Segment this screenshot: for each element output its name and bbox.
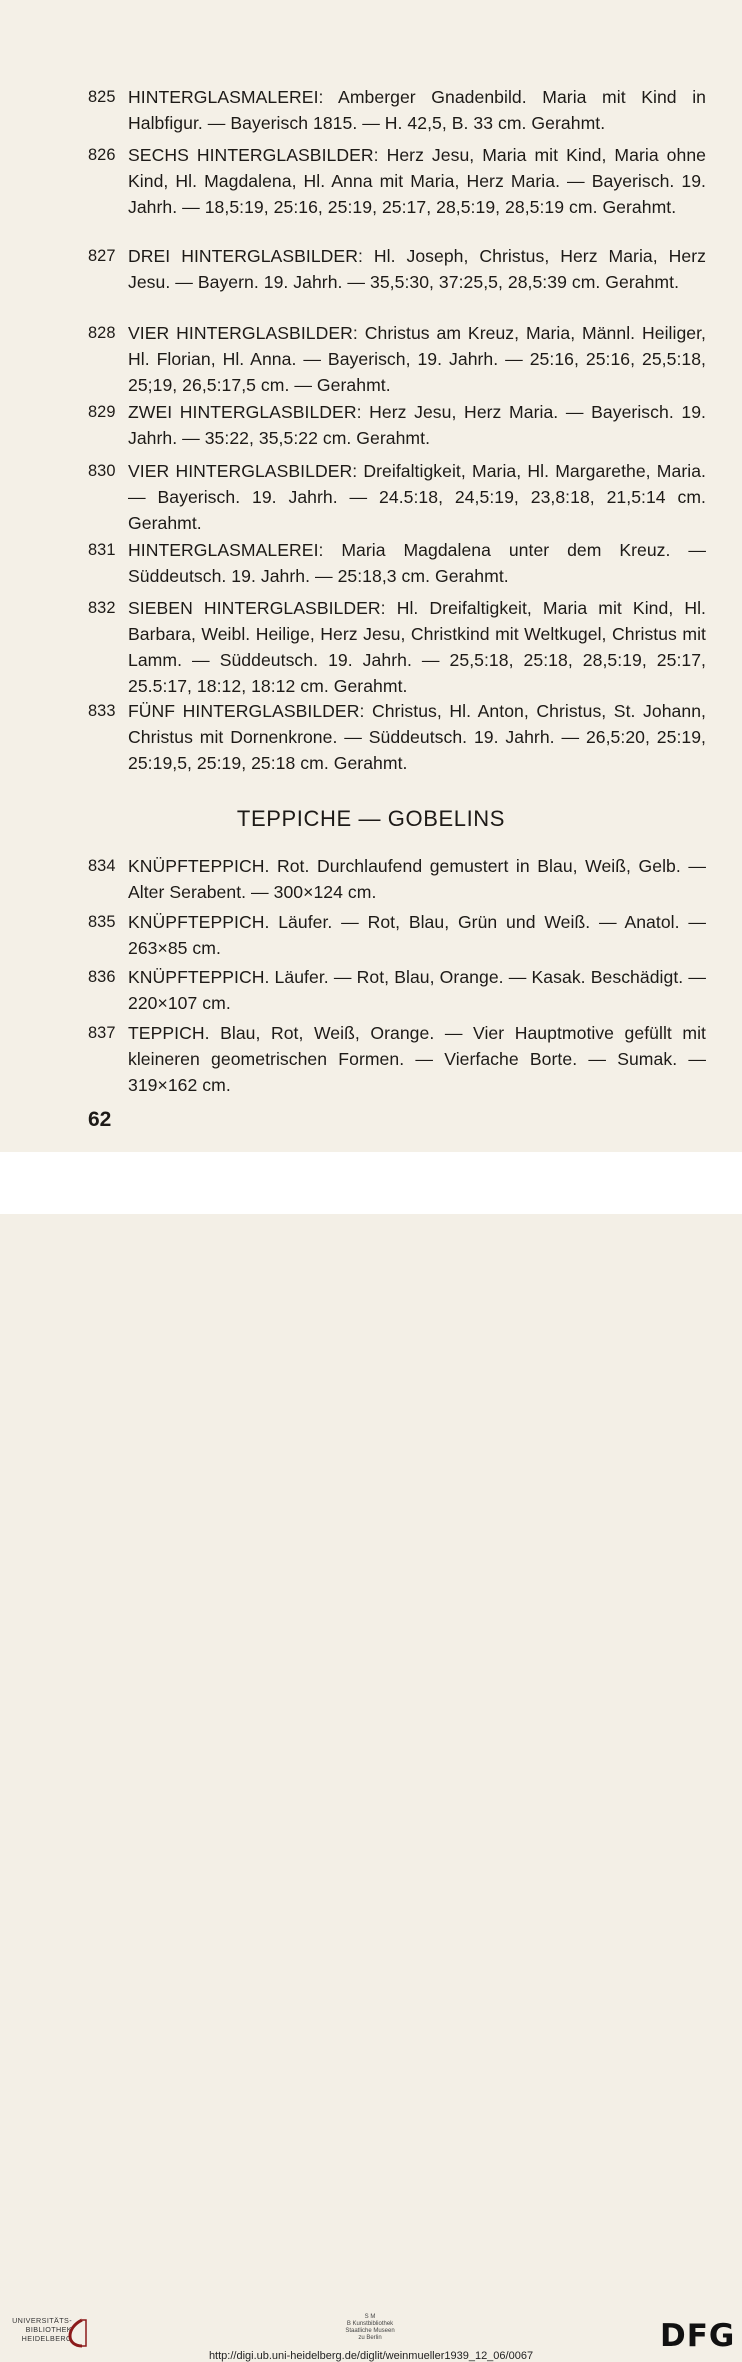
entry-text: SECHS HINTERGLASBILDER: Herz Jesu, Maria mit Kind, Maria ohne Kind, Hl. Magdalena, Hl. Anna mit Maria, Herz Maria. — Bayerisch. 19. Jahrh. — 18,5:19, 25:16, 25:19, 25:17, 28,5:19, 28,5:19 cm. Gerahmt. <box>128 145 706 217</box>
catalog-entry-826 <box>88 142 706 220</box>
university-library-label <box>10 2316 72 2343</box>
entry-number: 831 <box>88 541 116 559</box>
catalog-entry-825 <box>88 84 706 136</box>
source-url-link[interactable]: http://digi.ub.uni-heidelberg.de/diglit/weinmueller1939_12_06/0067 <box>208 2350 534 2362</box>
library-line-4: zu Berlin <box>358 2335 382 2341</box>
library-line-1: S M <box>364 2314 376 2320</box>
catalog-entry-833 <box>88 698 706 776</box>
digitization-footer <box>0 1152 742 2362</box>
entry-number: 832 <box>88 599 116 617</box>
dfg-logo: DFG <box>660 2318 736 2354</box>
university-logo-icon <box>66 2318 88 2348</box>
catalog-entry-827 <box>88 243 706 295</box>
entry-number: 837 <box>88 1024 116 1042</box>
catalog-entry-829 <box>88 399 706 451</box>
catalog-entry-837 <box>88 1020 706 1098</box>
catalog-entry-828 <box>88 320 706 398</box>
entry-number: 834 <box>88 857 116 875</box>
entry-text: KNÜPFTEPPICH. Rot. Durchlaufend gemustert in Blau, Weiß, Gelb. — Alter Serabent. — 300×124 cm. <box>128 856 706 902</box>
section-title: TEPPICHE — GOBELINS <box>236 806 506 831</box>
university-line-1: UNIVERSITÄTS- <box>12 2316 72 2325</box>
entry-text: HINTERGLASMALEREI: Amberger Gnadenbild. Maria mit Kind in Halbfigur. — Bayerisch 1815. — H. 42,5, B. 33 cm. Gerahmt. <box>128 87 706 133</box>
entry-number: 826 <box>88 146 116 164</box>
entry-text: ZWEI HINTERGLASBILDER: Herz Jesu, Herz Maria. — Bayerisch. 19. Jahrh. — 35:22, 35,5:22 cm. Gerahmt. <box>128 402 706 448</box>
catalog-entry-830 <box>88 458 706 536</box>
library-line-2: B Kunstbibliothek <box>346 2321 394 2327</box>
catalog-entry-834 <box>88 853 706 905</box>
entry-text: TEPPICH. Blau, Rot, Weiß, Orange. — Vier Hauptmotive gefüllt mit kleineren geometrischen Formen. — Vierfache Borte. — Sumak. — 319×162 cm. <box>128 1023 706 1095</box>
catalog-entry-832 <box>88 595 706 699</box>
kunstbibliothek-label <box>320 2314 420 2342</box>
entry-text: DREI HINTERGLASBILDER: Hl. Joseph, Christus, Herz Maria, Herz Jesu. — Bayern. 19. Jahrh. — 35,5:30, 37:25,5, 28,5:39 cm. Gerahmt. <box>128 246 706 292</box>
page-number: 62 <box>88 1108 112 1131</box>
entry-number: 825 <box>88 88 116 106</box>
entry-text: KNÜPFTEPPICH. Läufer. — Rot, Blau, Grün und Weiß. — Anatol. — 263×85 cm. <box>128 912 706 958</box>
library-line-3: Staatliche Museen <box>345 2328 395 2334</box>
entry-text: SIEBEN HINTERGLASBILDER: Hl. Dreifaltigkeit, Maria mit Kind, Hl. Barbara, Weibl. Heilige, Herz Jesu, Christkind mit Weltkugel, Christus mit Lamm. — Süddeutsch. 19. Jahrh. — 25,5:18, 25:18, 28,5:19, 25:17, 25.5:17, 18:12, 18:12 cm. Gerahmt. <box>128 598 706 696</box>
university-line-2: BIBLIOTHEK <box>25 2325 72 2334</box>
entry-number: 829 <box>88 403 116 421</box>
university-line-3: HEIDELBERG <box>21 2334 72 2343</box>
entry-text: KNÜPFTEPPICH. Läufer. — Rot, Blau, Orange. — Kasak. Beschädigt. — 220×107 cm. <box>128 967 706 1013</box>
catalog-entry-835 <box>88 909 706 961</box>
entry-text: VIER HINTERGLASBILDER: Christus am Kreuz, Maria, Männl. Heiliger, Hl. Florian, Hl. Anna. — Bayerisch, 19. Jahrh. — 25:16, 25:16, 25,5:18, 25;19, 26,5:17,5 cm. — Gerahmt. <box>128 323 706 395</box>
catalog-entry-836 <box>88 964 706 1016</box>
entry-text: HINTERGLASMALEREI: Maria Magdalena unter dem Kreuz. — Süddeutsch. 19. Jahrh. — 25:18,3 cm. Gerahmt. <box>128 540 706 586</box>
entry-number: 835 <box>88 913 116 931</box>
entry-text: FÜNF HINTERGLASBILDER: Christus, Hl. Anton, Christus, St. Johann, Christus mit Dornenkrone. — Süddeutsch. 19. Jahrh. — 26,5:20, 25:19, 25:19,5, 25:19, 25:18 cm. Gerahmt. <box>128 701 706 773</box>
entry-number: 830 <box>88 462 116 480</box>
entry-number: 827 <box>88 247 116 265</box>
catalog-page <box>0 0 742 1152</box>
entry-text: VIER HINTERGLASBILDER: Dreifaltigkeit, Maria, Hl. Margarethe, Maria. — Bayerisch. 19. Jahrh. — 24.5:18, 24,5:19, 23,8:18, 21,5:14 cm. Gerahmt. <box>128 461 706 533</box>
catalog-entry-831 <box>88 537 706 589</box>
entry-number: 833 <box>88 702 116 720</box>
entry-number: 828 <box>88 324 116 342</box>
entry-number: 836 <box>88 968 116 986</box>
